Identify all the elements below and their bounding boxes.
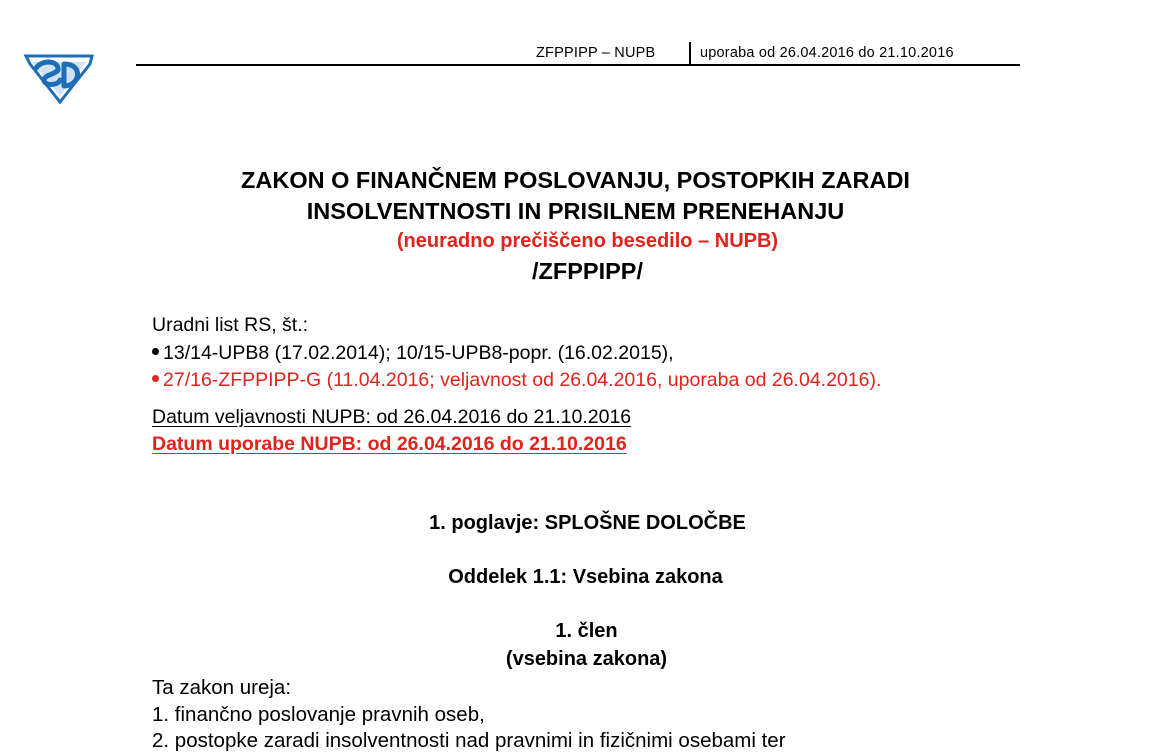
document-title-line-2: INSOLVENTNOSTI IN PRISILNEM PRENEHANJU (306, 198, 845, 224)
application-date: Datum uporabe NUPB: od 26.04.2016 do 21.10.2016 (152, 433, 627, 455)
gazette-item-text: 13/14-UPB8 (17.02.2014); 10/15-UPB8-popr. (16.02.2015), (163, 342, 674, 364)
chapter-heading: 1. poglavje: SPLOŠNE DOLOČBE (429, 512, 746, 534)
validity-date: Datum veljavnosti NUPB: od 26.04.2016 do 21.10.2016 (152, 406, 632, 428)
document-title-line-1: ZAKON O FINANČNEM POSLOVANJU, POSTOPKIH ZARADI (241, 167, 910, 193)
gazette-item (152, 342, 674, 365)
article-list-item: 1. finančno poslovanje pravnih oseb, (152, 703, 485, 726)
bullet-icon (152, 375, 159, 382)
header-document-id: ZFPPIPP – NUPB (536, 45, 656, 61)
section-heading: Oddelek 1.1: Vsebina zakona (448, 566, 723, 588)
article-number: 1. člen (555, 620, 618, 642)
header-rule (136, 64, 1020, 66)
header-separator (689, 42, 691, 64)
document-abbreviation: /ZFPPIPP/ (532, 258, 643, 284)
bullet-icon (152, 348, 159, 355)
document-subtitle: (neuradno prečiščeno besedilo – NUPB) (396, 230, 779, 252)
article-intro: Ta zakon ureja: (152, 676, 292, 699)
gazette-item (152, 369, 881, 392)
article-list-item: 2. postopke zaradi insolventnosti nad pravnimi in fizičnimi osebami ter (152, 729, 786, 752)
gazette-item-text: 27/16-ZFPPIPP-G (11.04.2016; veljavnost od 26.04.2016, uporaba od 26.04.2016). (163, 369, 882, 391)
header-application-period: uporaba od 26.04.2016 do 21.10.2016 (700, 45, 954, 61)
article-title: (vsebina zakona) (505, 648, 668, 670)
sd-shield-logo-icon (22, 48, 96, 104)
gazette-label: Uradni list RS, št.: (152, 314, 309, 336)
